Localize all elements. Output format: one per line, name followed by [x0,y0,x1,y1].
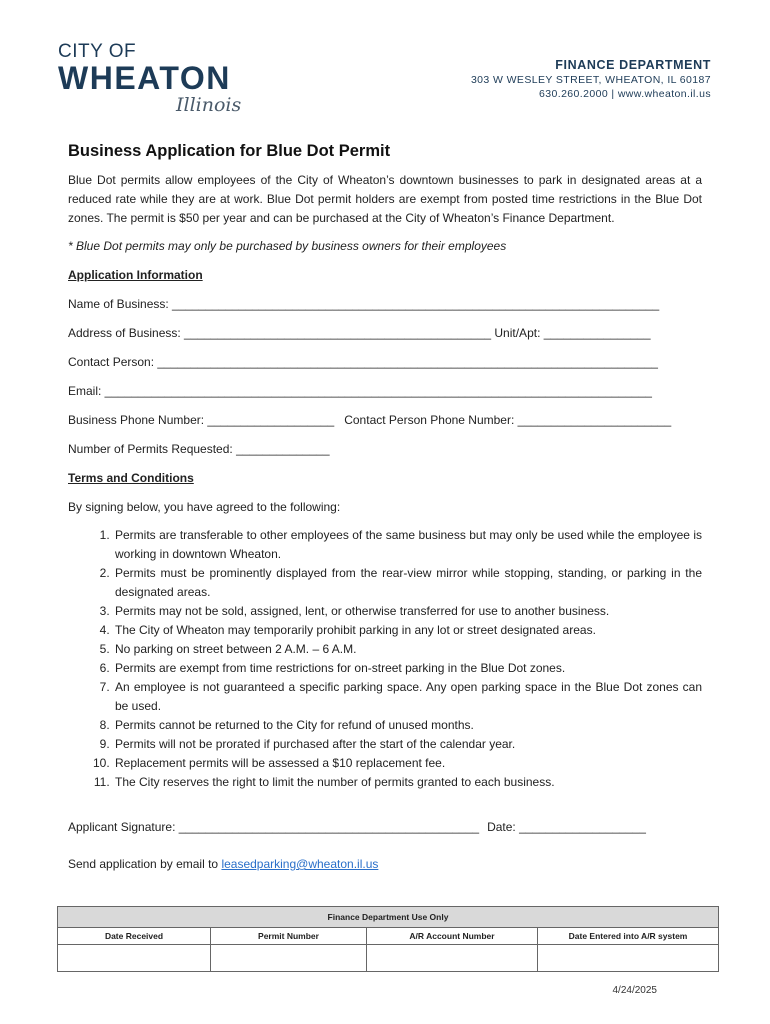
address-of-business-field[interactable]: Address of Business: ______________________________________________ Unit/Apt: ________________ [68,326,651,340]
phone-row [68,411,702,430]
send-text: Send application by email to [68,857,222,871]
department-contact: 630.260.2000 | www.wheaton.il.us [539,88,711,100]
permits-requested-field[interactable]: Number of Permits Requested: ______________ [68,442,330,456]
name-of-business-field[interactable]: Name of Business: _________________________________________________________________________ [68,297,660,311]
term-item: 2. Permits must be prominently displayed from the rear-view mirror while stopping, standing, or parking in the designated areas. [113,564,702,602]
term-item: 10. Replacement permits will be assessed a $10 replacement fee. [113,754,702,773]
letterhead [0,0,770,125]
term-item: 8. Permits cannot be returned to the City for refund of unused months. [113,716,702,735]
term-item: 6. Permits are exempt from time restrictions for on-street parking in the Blue Dot zones. [113,659,702,678]
term-item: 7. An employee is not guaranteed a specific parking space. Any open parking space in the Blue Dot zones can be used. [113,678,702,716]
cell-ar-account-number[interactable] [367,945,538,972]
send-instructions [68,855,702,874]
term-item: 9. Permits will not be prorated if purchased after the start of the calendar year. [113,735,702,754]
logo-city-of: CITY OF [58,41,137,62]
applicant-signature-field[interactable]: Applicant Signature: _____________________________________________ [68,820,480,834]
cell-permit-number[interactable] [211,945,367,972]
term-item: 1. Permits are transferable to other employees of the same business but may only be used while the employee is working in downtown Wheaton. [113,526,702,564]
department-address: 303 W WESLEY STREET, WHEATON, IL 60187 [470,74,711,86]
term-item: 5. No parking on street between 2 A.M. – 6 A.M. [113,640,702,659]
page-title: Business Application for Blue Dot Permit [68,142,391,160]
office-use-title: Finance Department Use Only [58,907,719,928]
cell-date-received[interactable] [58,945,211,972]
logo-illinois: Illinois [176,94,242,116]
email-link[interactable]: leasedparking@wheaton.il.us [221,857,379,871]
terms-intro: By signing below, you have agreed to the following: [68,500,341,514]
intro-paragraph: Blue Dot permits allow employees of the City of Wheaton’s downtown businesses to park in designated areas at a reduced rate while they are at work. Blue Dot permit holders are exempt from posted time restrictions in the Blue Dot zones. The permit is $50 per year and can be purchased at the City of Wheaton’s Finance Department. [68,173,702,225]
col-date-entered: Date Entered into A/R system [538,928,719,945]
email-field[interactable]: Email: __________________________________________________________________________________ [68,384,652,398]
city-logo [58,41,242,116]
terms-heading: Terms and Conditions [68,471,194,485]
term-item: 4. The City of Wheaton may temporarily prohibit parking in any lot or street designated areas. [113,621,702,640]
footer-date: 4/24/2025 [612,985,657,996]
department-title: FINANCE DEPARTMENT [555,58,711,72]
cell-date-entered[interactable] [538,945,719,972]
col-date-received: Date Received [58,928,211,945]
form-body [68,142,702,884]
signature-date-field[interactable]: Date: ___________________ [487,820,646,834]
application-heading: Application Information [68,268,203,282]
logo-wheaton: WHEATON [58,60,231,96]
col-permit-number: Permit Number [211,928,367,945]
department-info [471,58,711,100]
business-phone-field[interactable]: Business Phone Number: ___________________ [68,413,335,427]
contact-phone-field[interactable]: Contact Person Phone Number: _______________________ [344,413,672,427]
term-item: 3. Permits may not be sold, assigned, lent, or otherwise transferred for use to another business. [113,602,702,621]
eligibility-note: * Blue Dot permits may only be purchased by business owners for their employees [68,239,507,253]
col-ar-account-number: A/R Account Number [367,928,538,945]
signature-row [68,818,702,837]
term-item: 11. The City reserves the right to limit the number of permits granted to each business. [113,773,702,792]
terms-list [68,526,702,792]
office-use-table [57,906,719,972]
contact-person-field[interactable]: Contact Person: ___________________________________________________________________________ [68,355,658,369]
